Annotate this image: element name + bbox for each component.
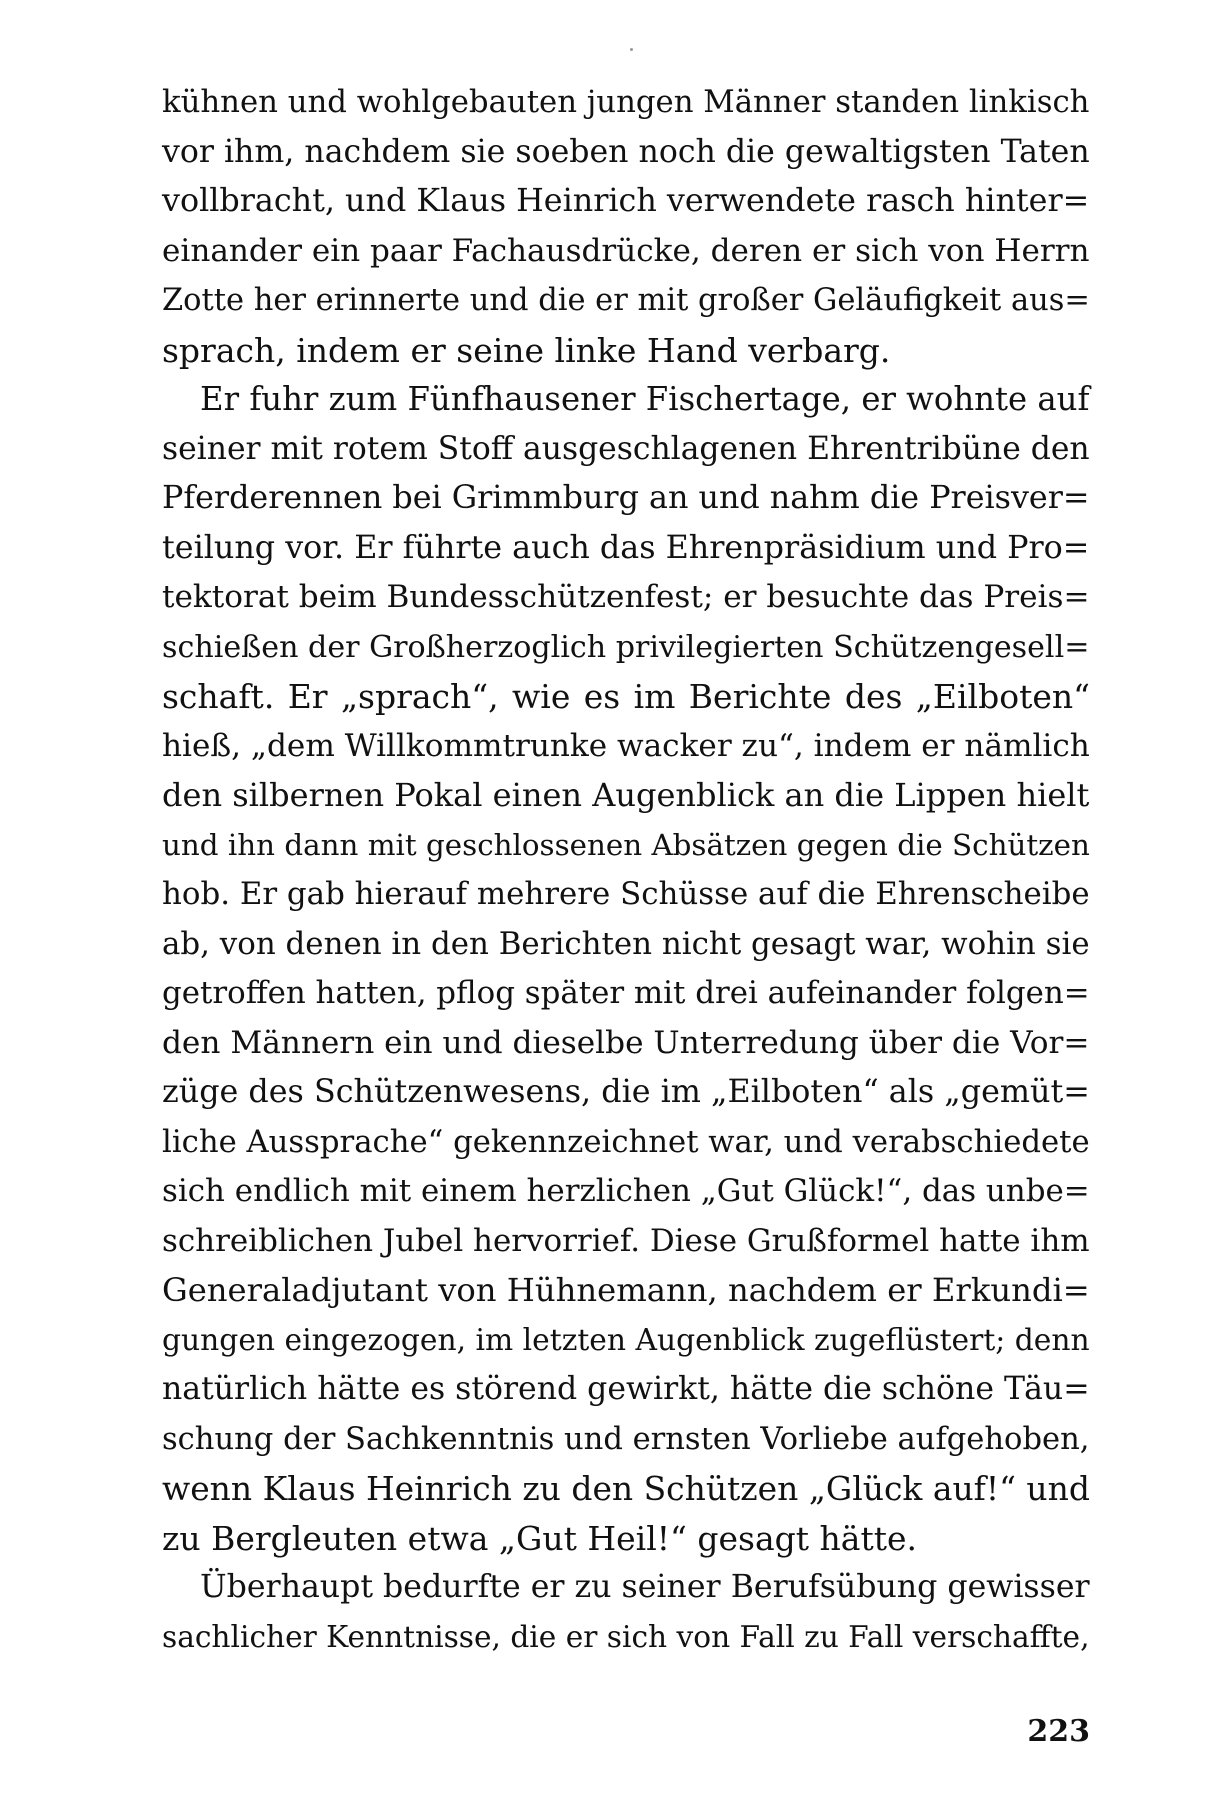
text-line: seiner mit rotem Stoff ausgeschlagenen Ehrentribüne den [162,430,1090,467]
page-speck [630,48,633,51]
body-text [162,78,1090,1662]
text-line: Er fuhr zum Fünfhausener Fischertage, er wohnte auf [200,380,1090,418]
text-line: wenn Klaus Heinrich zu den Schützen „Glück auf!“ und [162,1469,1090,1508]
text-line: einander ein paar Fachausdrücke, deren er sich von Herrn [162,232,1090,269]
text-line: getroffen hatten, pflog später mit drei aufeinander folgen= [162,975,1090,1011]
text-line: schaft. Er „sprach“, wie es im Berichte des „Eilboten“ [162,677,1090,716]
text-line: züge des Schützenwesens, die im „Eilboten“ als „gemüt= [162,1074,1090,1110]
text-line: hob. Er gab hierauf mehrere Schüsse auf die Ehrenscheibe [162,876,1090,912]
text-line: vollbracht, und Klaus Heinrich verwendete rasch hinter= [162,183,1090,219]
text-line: hieß, „dem Willkommtrunke wacker zu“, indem er nämlich [162,727,1090,764]
text-line: und ihn dann mit geschlossenen Absätzen gegen die Schützen [162,827,1090,862]
text-line: Zotte her erinnerte und die er mit großer Geläufigkeit aus= [162,283,1090,318]
text-line: gungen eingezogen, im letzten Augenblick zugeflüstert; denn [162,1322,1090,1358]
text-line: Generaladjutant von Hühnemann, nachdem er Erkundi= [162,1271,1090,1309]
text-line: tektorat beim Bundesschützenfest; er besuchte das Preis= [162,579,1090,615]
text-line: den silbernen Pokal einen Augenblick an die Lippen hielt [162,776,1090,814]
text-line: natürlich hätte es störend gewirkt, hätte die schöne Täu= [162,1371,1090,1407]
text-line: den Männern ein und dieselbe Unterredung über die Vor= [162,1024,1090,1061]
text-line: schießen der Großherzoglich privilegierten Schützengesell= [162,629,1090,665]
text-line: zu Bergleuten etwa „Gut Heil!“ gesagt hätte. [162,1518,917,1558]
text-line: sich endlich mit einem herzlichen „Gut Glück!“, das unbe= [162,1173,1090,1209]
text-line: schreiblichen Jubel hervorrief. Diese Grußformel hatte ihm [162,1222,1090,1259]
text-line: kühnen und wohlgebauten jungen Männer standen linkisch [162,84,1090,120]
text-line: Pferderennen bei Grimmburg an und nahm die Preisver= [162,480,1090,516]
text-line: Überhaupt bedurfte er zu seiner Berufsübung gewisser [200,1569,1090,1605]
text-line: ab, von denen in den Berichten nicht gesagt war, wohin sie [162,925,1090,962]
text-line: schung der Sachkenntnis und ernsten Vorliebe aufgehoben, [162,1421,1090,1457]
text-line: sprach, indem er seine linke Hand verbarg. [162,330,891,370]
text-line: liche Aussprache“ gekennzeichnet war, und verabschiedete [162,1124,1090,1160]
text-line: sachlicher Kenntnisse, die er sich von Fall zu Fall verschaffte, [162,1619,1090,1654]
page-number: 223 [1027,1714,1090,1749]
text-line: teilung vor. Er führte auch das Ehrenpräsidium und Pro= [162,529,1090,566]
text-line: vor ihm, nachdem sie soeben noch die gewaltigsten Taten [162,133,1090,170]
